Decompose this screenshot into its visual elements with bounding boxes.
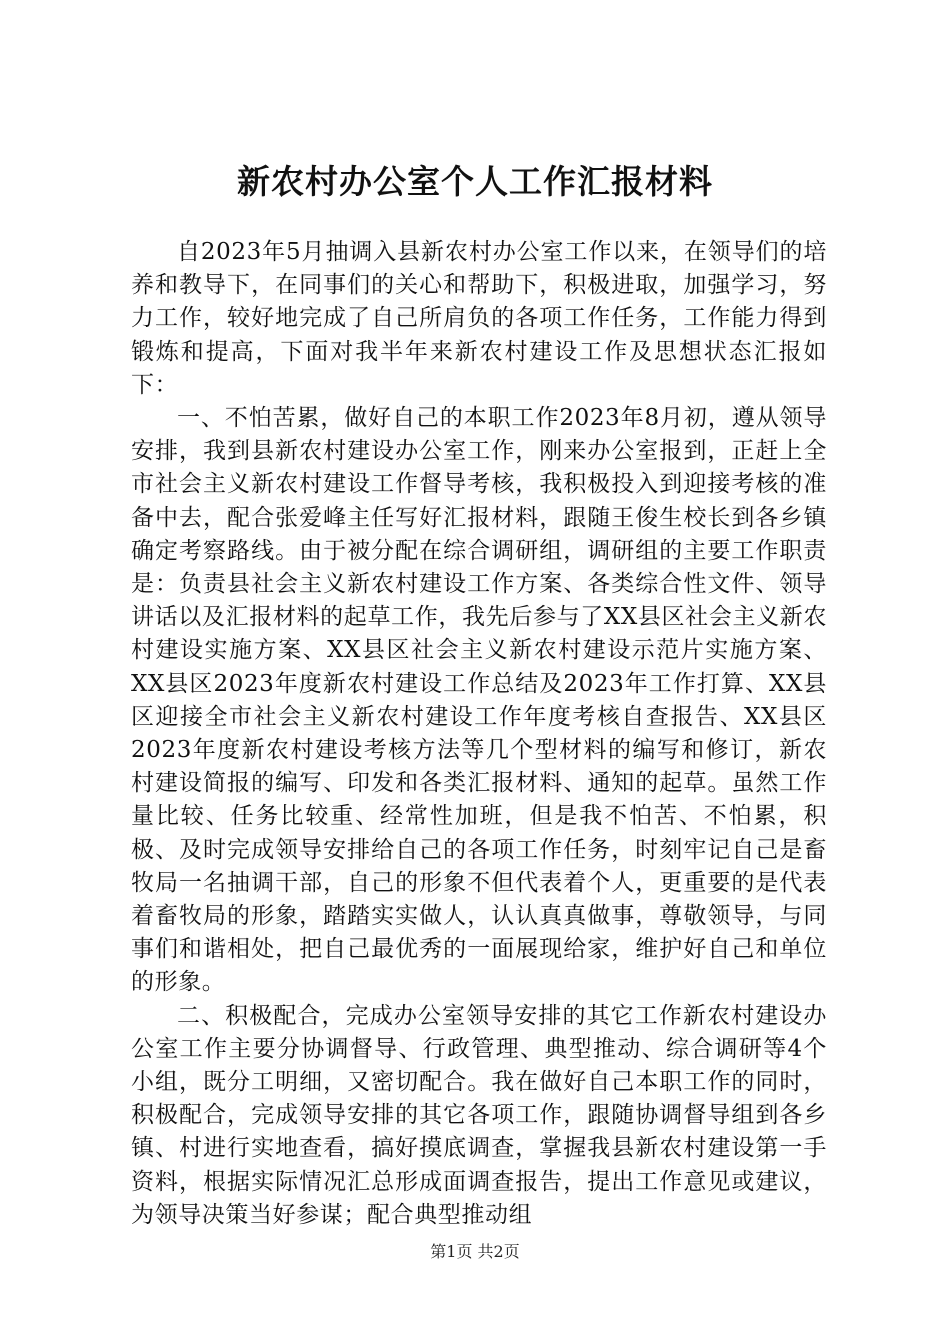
document-body [131, 236, 827, 1232]
page-number-footer: 第1页 共2页 [430, 1242, 520, 1261]
paragraph-section-one: 一、不怕苦累，做好自己的本职工作2023年8月初，遵从领导安排，我到县新农村建设办公室工作，刚来办公室报到，正赶上全市社会主义新农村建设工作督导考核，我积极投入到迎接考核的准备中去，配合张爱峰主任写好汇报材料，跟随王俊生校长到各乡镇确定考察路线。由于被分配在综合调研组，调研组的主要工作职责是：负责县社会主义新农村建设工作方案、各类综合性文件、领导讲话以及汇报材料的起草工作，我先后参与了XX县区社会主义新农村建设实施方案、XX县区社会主义新农村建设示范片实施方案、XX县区2023年度新农村建设工作总结及2023年工作打算、XX县区迎接全市社会主义新农村建设工作年度考核自查报告、XX县区2023年度新农村建设考核方法等几个型材料的编写和修订，新农村建设简报的编写、印发和各类汇报材料、通知的起草。虽然工作量比较、任务比较重、经常性加班，但是我不怕苦、不怕累，积极、及时完成领导安排给自己的各项工作任务，时刻牢记自己是畜牧局一名抽调干部，自己的形象不但代表着个人，更重要的是代表着畜牧局的形象，踏踏实实做人，认认真真做事，尊敬领导，与同事们和谐相处，把自己最优秀的一面展现给家，维护好自己和单位的形象。 [131, 405, 827, 996]
paragraph-intro: 自2023年5月抽调入县新农村办公室工作以来，在领导们的培养和教导下，在同事们的关心和帮助下，积极进取，加强学习，努力工作，较好地完成了自己所肩负的各项工作任务，工作能力得到锻炼和提高，下面对我半年来新农村建设工作及思想状态汇报如下： [131, 239, 827, 398]
document-title: 新农村办公室个人工作汇报材料 [237, 162, 713, 201]
paragraph-section-two: 二、积极配合，完成办公室领导安排的其它工作新农村建设办公室工作主要分协调督导、行政管理、典型推动、综合调研等4个小组，既分工明细，又密切配合。我在做好自己本职工作的同时，积极配合，完成领导安排的其它各项工作，跟随协调督导组到各乡镇、村进行实地查看，搞好摸底调查，掌握我县新农村建设第一手资料，根据实际情况汇总形成面调查报告，提出工作意见或建议，为领导决策当好参谋；配合典型推动组 [131, 1002, 827, 1228]
